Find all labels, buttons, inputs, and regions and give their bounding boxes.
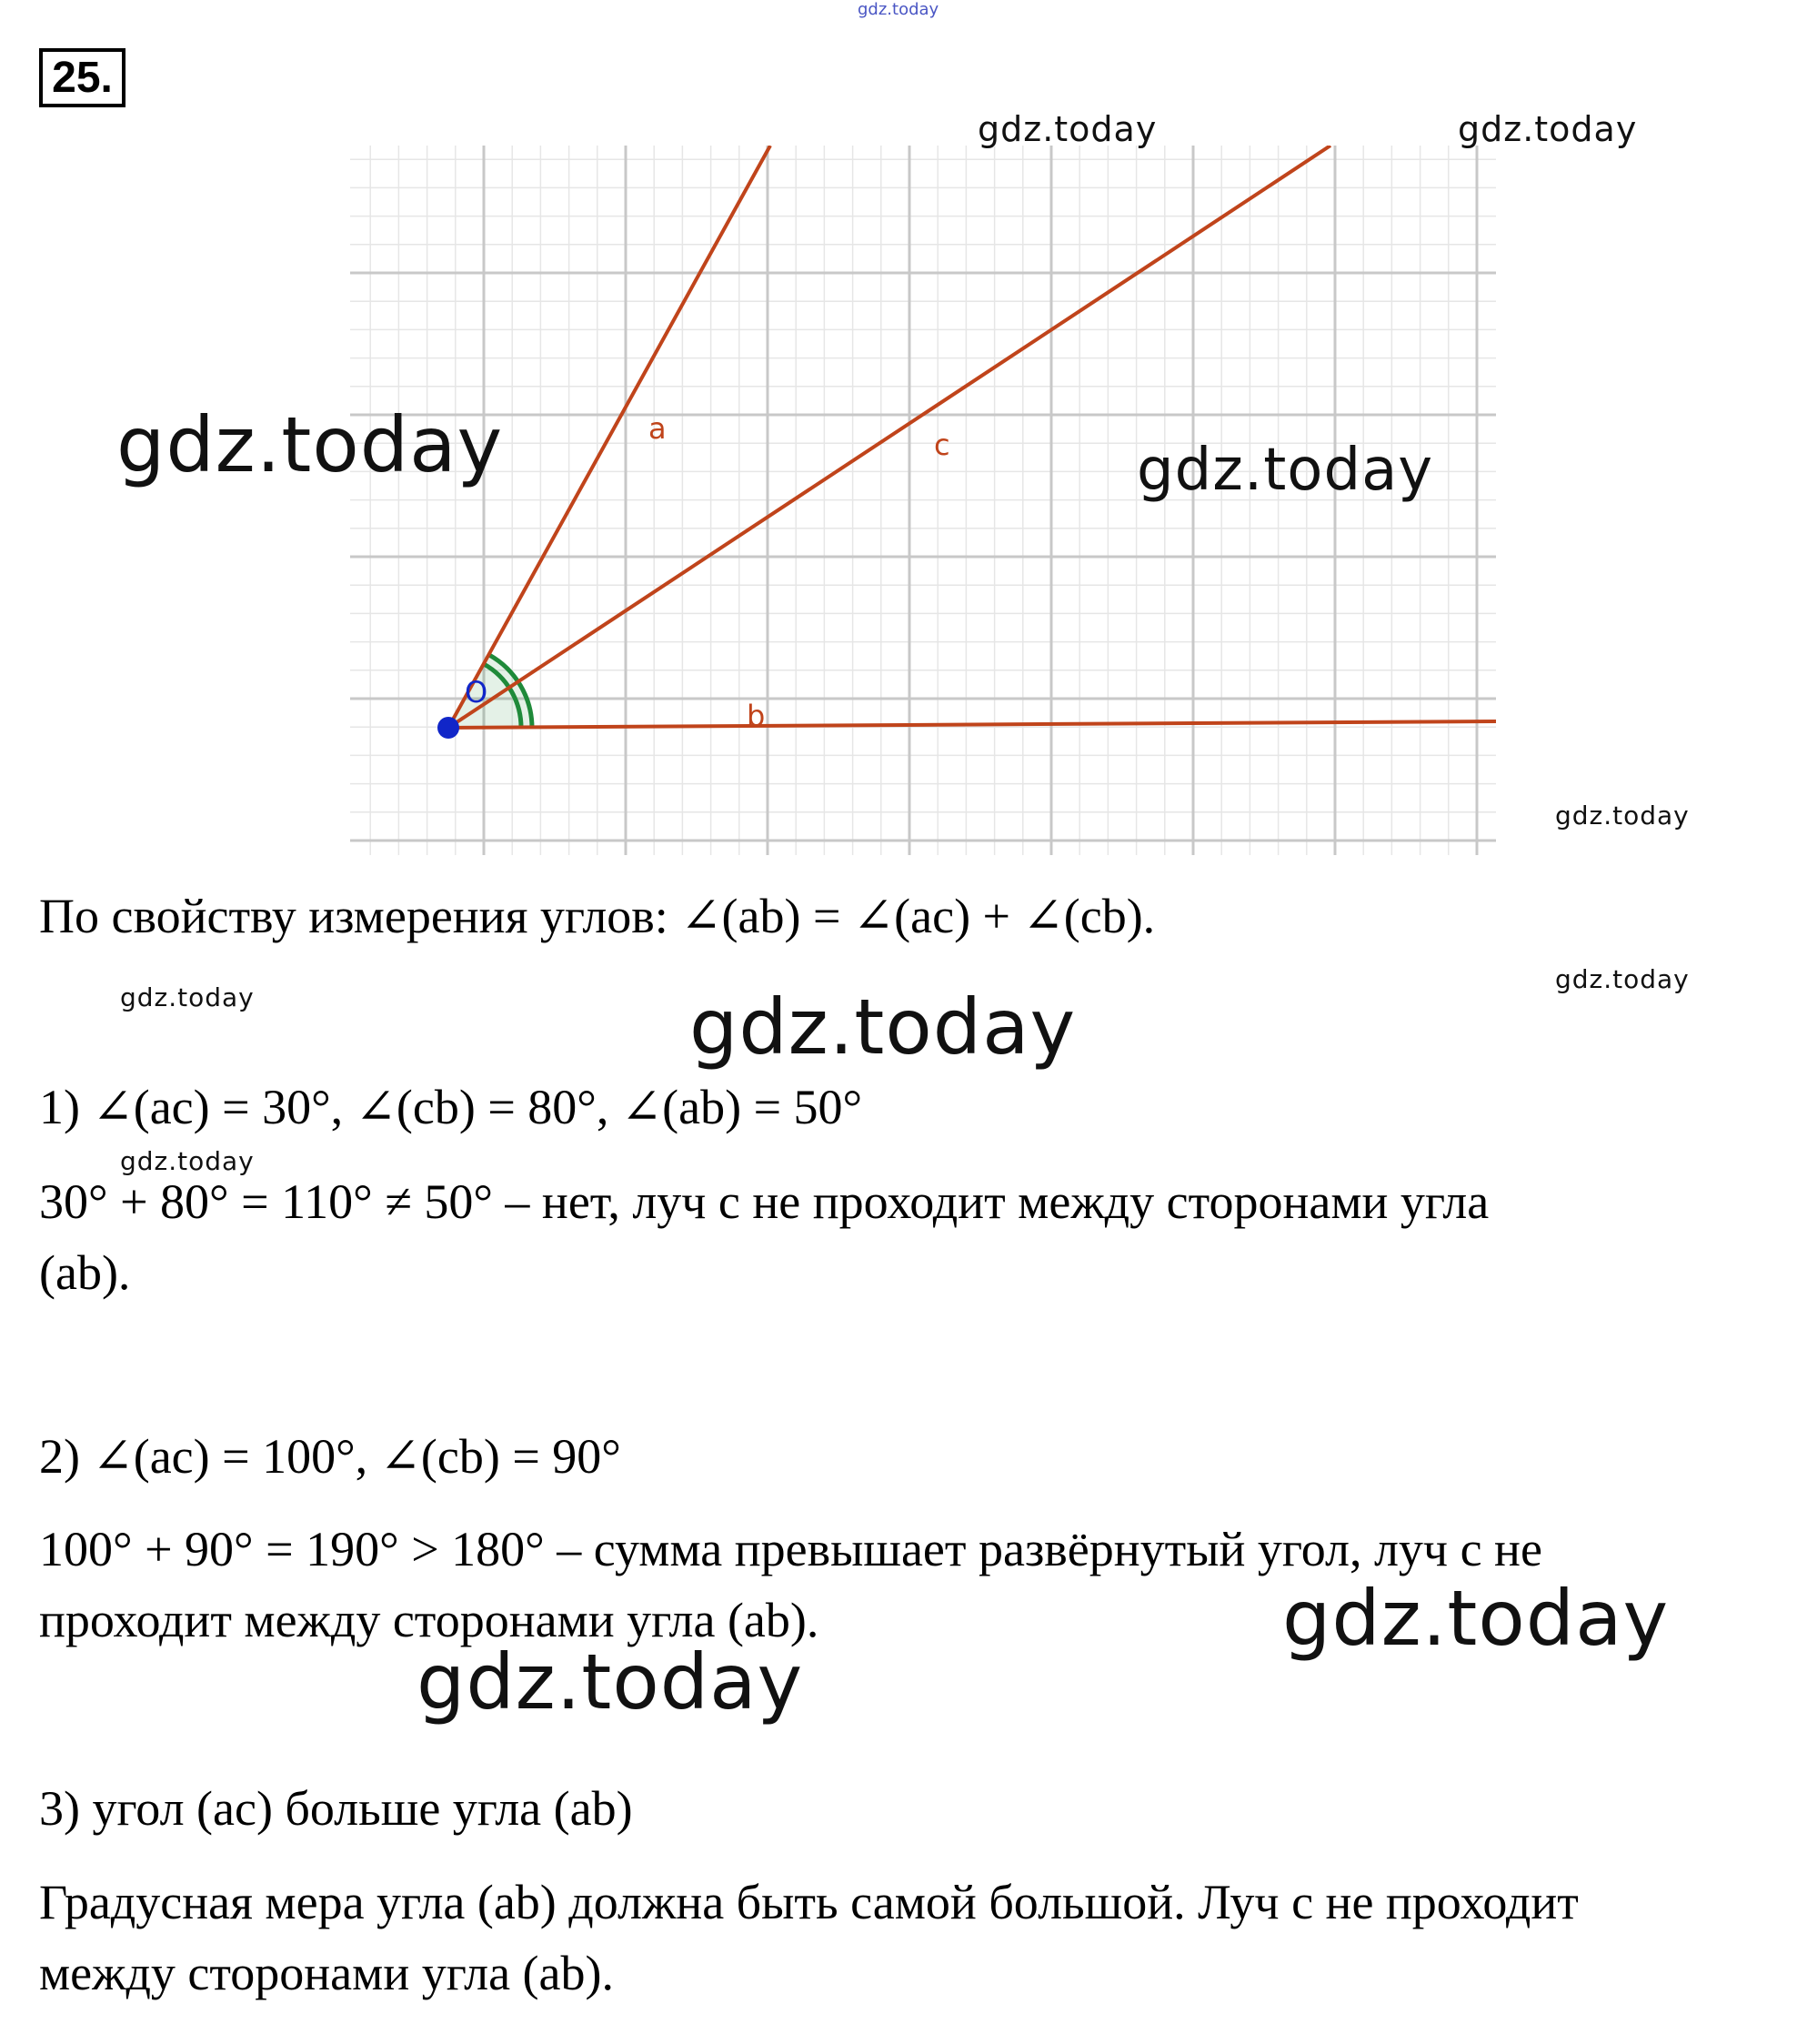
case2-calc-line-2: проходит между сторонами угла (ab). bbox=[39, 1593, 819, 1647]
watermark-small-4: gdz.today bbox=[120, 1146, 255, 1176]
watermark-small-3: gdz.today bbox=[120, 982, 255, 1012]
label-vertex: O bbox=[465, 675, 488, 710]
watermark-header-2: gdz.today bbox=[1458, 109, 1638, 149]
watermark-big-1: gdz.today bbox=[116, 400, 504, 489]
label-ray-a: a bbox=[648, 411, 667, 446]
exercise-number: 25. bbox=[39, 48, 125, 107]
case2-calc-line-1: 100° + 90° = 190° > 180° – сумма превышает развёрнутый угол, луч c не bbox=[39, 1522, 1542, 1576]
watermark-top: gdz.today bbox=[858, 0, 939, 19]
watermark-big-4: gdz.today bbox=[417, 1637, 804, 1727]
watermark-small-2: gdz.today bbox=[1555, 964, 1690, 994]
case2-given: 2) ∠(ac) = 100°, ∠(cb) = 90° bbox=[39, 1429, 621, 1484]
watermark-small-1: gdz.today bbox=[1555, 800, 1690, 831]
property-line: По свойству измерения углов: ∠(ab) = ∠(ac) + ∠(cb). bbox=[39, 889, 1156, 943]
watermark-big-2: gdz.today bbox=[689, 982, 1077, 1072]
case3-text-line-1: Градусная мера угла (ab) должна быть самой большой. Луч c не проходит bbox=[39, 1875, 1579, 1929]
watermark-big-3: gdz.today bbox=[1282, 1574, 1670, 1663]
watermark-header-1: gdz.today bbox=[978, 109, 1158, 149]
case1-calc-line-1: 30° + 80° = 110° ≠ 50° – нет, луч c не проходит между сторонами угла bbox=[39, 1174, 1490, 1229]
label-ray-c: c bbox=[934, 428, 950, 462]
case1-given: 1) ∠(ac) = 30°, ∠(cb) = 80°, ∠(ab) = 50° bbox=[39, 1080, 863, 1134]
watermark-mid-1: gdz.today bbox=[1137, 437, 1434, 504]
case3-text-line-2: между сторонами угла (ab). bbox=[39, 1946, 614, 2000]
case3-given: 3) угол (ac) больше угла (ab) bbox=[39, 1781, 633, 1836]
label-ray-b: b bbox=[747, 699, 766, 733]
case1-calc-line-2: (ab). bbox=[39, 1245, 131, 1300]
vertex-point bbox=[437, 717, 459, 739]
